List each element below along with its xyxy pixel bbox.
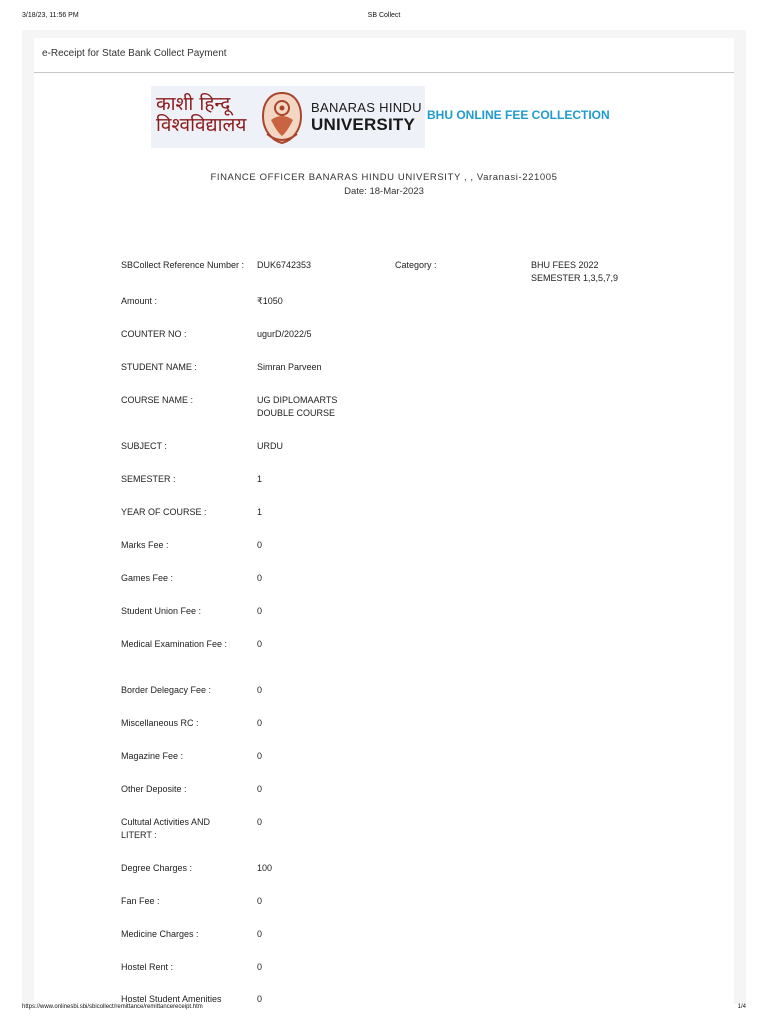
row-value: 0 — [257, 784, 263, 794]
page-url: https://www.onlinesbi.sbi/sbicollect/remittance/remittancereceipt.htm — [22, 1004, 203, 1010]
row-value: 0 — [257, 606, 263, 616]
category-label: Category : — [395, 260, 437, 270]
row-label: Miscellaneous RC : — [121, 718, 199, 728]
row-label: Marks Fee : — [121, 540, 169, 550]
row-label: STUDENT NAME : — [121, 362, 197, 372]
row-label: Medical Examination Fee : — [121, 639, 228, 649]
row-value: 0 — [257, 573, 263, 583]
row-value: URDU — [257, 441, 283, 451]
row-label: Games Fee : — [121, 573, 174, 583]
print-header — [0, 0, 768, 30]
row-label: COURSE NAME : — [121, 395, 194, 405]
row-value: UG DIPLOMAARTS DOUBLE COURSE — [257, 395, 338, 418]
row-value: 0 — [257, 896, 263, 906]
row-value: 1 — [257, 474, 263, 484]
row-label: Amount : — [121, 296, 158, 306]
row-value: 0 — [257, 929, 263, 939]
row-label: Magazine Fee : — [121, 751, 184, 761]
heading-divider — [34, 72, 734, 73]
row-value: Simran Parveen — [257, 362, 322, 372]
row-label: SEMESTER : — [121, 474, 176, 484]
row-label: SUBJECT : — [121, 441, 167, 451]
logo-english-line1: BANARAS HINDU — [311, 100, 422, 115]
row-label: YEAR OF COURSE : — [121, 507, 207, 517]
row-value: 0 — [257, 639, 263, 649]
row-value: 0 — [257, 685, 263, 695]
row-value: 0 — [257, 540, 263, 550]
row-label: Medicine Charges : — [121, 929, 199, 939]
row-label: Other Deposite : — [121, 784, 187, 794]
logo-hindi-text: काशी हिन्दू विश्वविद्यालय — [156, 93, 247, 136]
row-value: 0 — [257, 994, 263, 1004]
row-label: Hostel Rent : — [121, 962, 174, 972]
row-value: 0 — [257, 751, 263, 761]
print-datetime: 3/18/23, 11:56 PM — [22, 12, 79, 19]
category-value: BHU FEES 2022 SEMESTER 1,3,5,7,9 — [531, 260, 619, 283]
row-label: Degree Charges : — [121, 863, 193, 873]
row-value: 0 — [257, 718, 263, 728]
row-value: 100 — [257, 863, 273, 873]
portal-name: BHU ONLINE FEE COLLECTION — [427, 108, 610, 122]
row-label: COUNTER NO : — [121, 329, 187, 339]
receipt-date: Date: 18-Mar-2023 — [344, 186, 424, 197]
row-value: ugurD/2022/5 — [257, 329, 312, 339]
row-label: Student Union Fee : — [121, 606, 202, 616]
row-label: Hostel Student Amenities — [121, 994, 222, 1004]
print-page-title: SB Collect — [367, 12, 401, 19]
row-label: Fan Fee : — [121, 896, 160, 906]
university-logo — [151, 86, 425, 148]
receipt-card — [34, 38, 734, 1004]
print-footer — [0, 1004, 768, 1024]
row-label: Border Delegacy Fee : — [121, 685, 212, 695]
row-value: 0 — [257, 962, 263, 972]
row-value: 1 — [257, 507, 263, 517]
receipt-heading: e-Receipt for State Bank Collect Payment — [42, 48, 227, 59]
row-value: 0 — [257, 817, 263, 827]
reference-value: DUK6742353 — [257, 260, 312, 270]
office-address: FINANCE OFFICER BANARAS HINDU UNIVERSITY , , Varanasi-221005 — [210, 172, 558, 183]
reference-label: SBCollect Reference Number : — [121, 260, 245, 270]
bhu-emblem-icon — [257, 90, 307, 146]
row-label: Cultutal Activities AND LITERT : — [121, 817, 211, 840]
logo-english-line2: UNIVERSITY — [311, 115, 416, 134]
row-value: ₹1050 — [257, 296, 283, 306]
page-number: 1/4 — [737, 1004, 746, 1010]
